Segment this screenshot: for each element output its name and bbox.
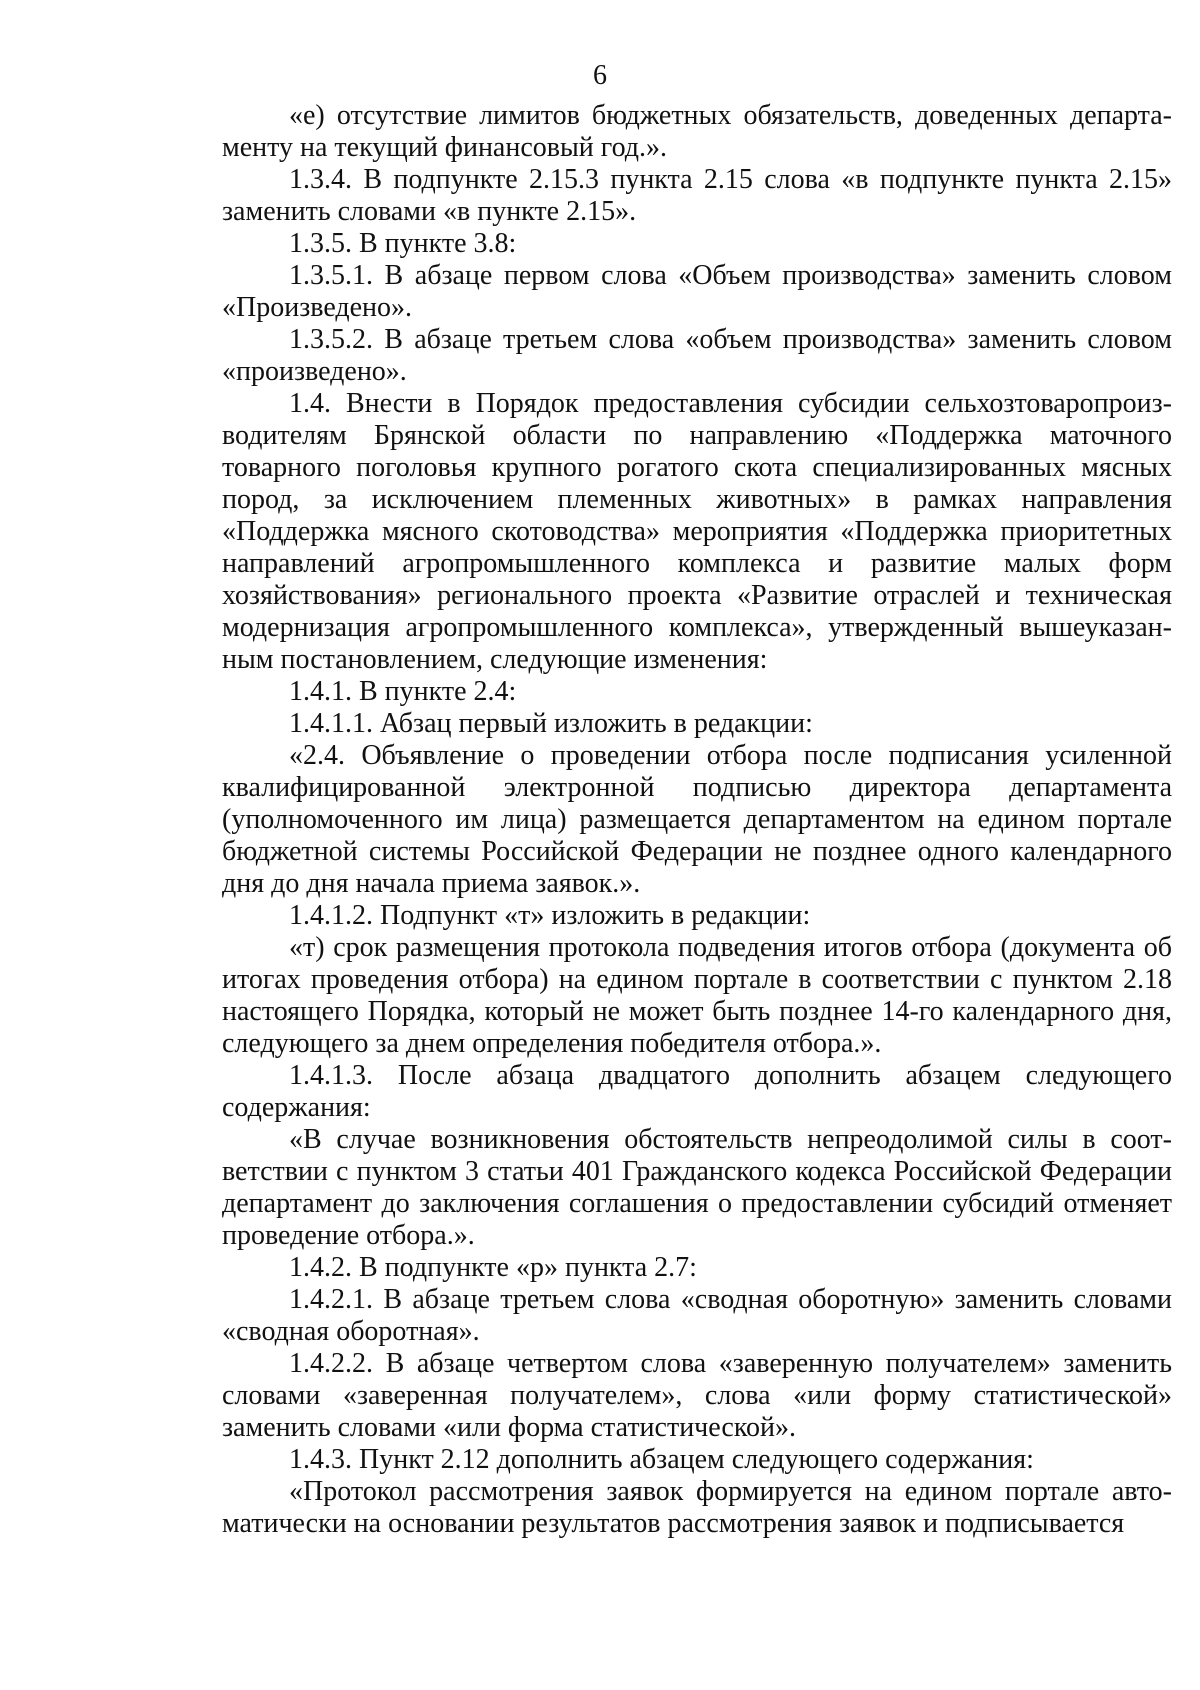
paragraph-1-4-2-1: 1.4.2.1. В абзаце третьем слова «сводная оборотную» заменить словами «сводная оборотная». [222, 1284, 1172, 1347]
paragraph-quote-protocol: «Протокол рассмотрения заявок формируется на едином портале автоматически на основании результатов рассмотрения заявок и подписывается [222, 1476, 1172, 1539]
paragraph-limits: «е) отсутствие лимитов бюджетных обязательств, доведенных департаменту на текущий финансовый год.». [222, 100, 1172, 163]
paragraph-1-4-1: 1.4.1. В пункте 2.4: [289, 676, 517, 707]
paragraph-1-3-4: 1.3.4. В подпункте 2.15.3 пункта 2.15 слова «в подпункте пункта 2.15» заменить словами «в пункте 2.15». [222, 164, 1172, 227]
paragraph-1-4-1-1: 1.4.1.1. Абзац первый изложить в редакции: [289, 708, 813, 739]
page-number: 6 [593, 60, 607, 91]
paragraph-1-3-5-2: 1.3.5.2. В абзаце третьем слова «объем производства» заменить словом «произведено». [222, 324, 1172, 387]
paragraph-1-4-2-2: 1.4.2.2. В абзаце четвертом слова «заверенную получателем» заменить словами «заверенная получателем», слова «или форму статистической» заменить словами «или форма статистической». [222, 1348, 1172, 1443]
paragraph-1-3-5: 1.3.5. В пункте 3.8: [289, 228, 517, 259]
paragraph-1-4-3: 1.4.3. Пункт 2.12 дополнить абзацем следующего содержания: [289, 1444, 1034, 1475]
paragraph-1-3-5-1: 1.3.5.1. В абзаце первом слова «Объем производства» заменить словом «Произведено». [222, 260, 1172, 323]
paragraph-quote-t: «т) срок размещения протокола подведения итогов отбора (документа об итогах проведения отбора) на едином портале в соответствии с пунктом 2.18 настоящего Порядка, который не может быть позднее 14-го календарного дня, следующего за днем определения победителя отбора.». [222, 932, 1172, 1059]
paragraph-1-4-2: 1.4.2. В подпункте «р» пункта 2.7: [289, 1252, 697, 1283]
document-body [222, 100, 1172, 1540]
paragraph-quote-2-4: «2.4. Объявление о проведении отбора после подписания усиленной квалифицированной электронной подписью директора департамента (уполномоченного им лица) размещается департаментом на едином портале бюджетной системы Российской Федерации не позднее одного календарного дня до дня начала приема заявок.». [222, 740, 1172, 899]
paragraph-1-4-1-2: 1.4.1.2. Подпункт «т» изложить в редакции: [289, 900, 811, 931]
paragraph-quote-force-majeure: «В случае возникновения обстоятельств непреодолимой силы в соответствии с пунктом 3 статьи 401 Гражданского кодекса Российской Федерации департамент до заключения соглашения о предоставлении субсидий отменяет проведение отбора.». [222, 1124, 1172, 1251]
paragraph-1-4: 1.4. Внести в Порядок предоставления субсидии сельхозтоваропроизводителям Брянской области по направлению «Поддержка маточного товарного поголовья крупного рогатого скота специализированных мясных пород, за исключением племенных животных» в рамках направления «Поддержка мясного скотоводства» мероприятия «Поддержка приоритетных направлений агропромышленного комплекса и развитие малых форм хозяйствования» регионального проекта «Развитие отраслей и техническая модернизация агропромышленного комплекса», утвержденный вышеуказанным постановлением, следующие изменения: [222, 388, 1172, 675]
paragraph-1-4-1-3: 1.4.1.3. После абзаца двадцатого дополнить абзацем следующего содержания: [222, 1060, 1172, 1123]
